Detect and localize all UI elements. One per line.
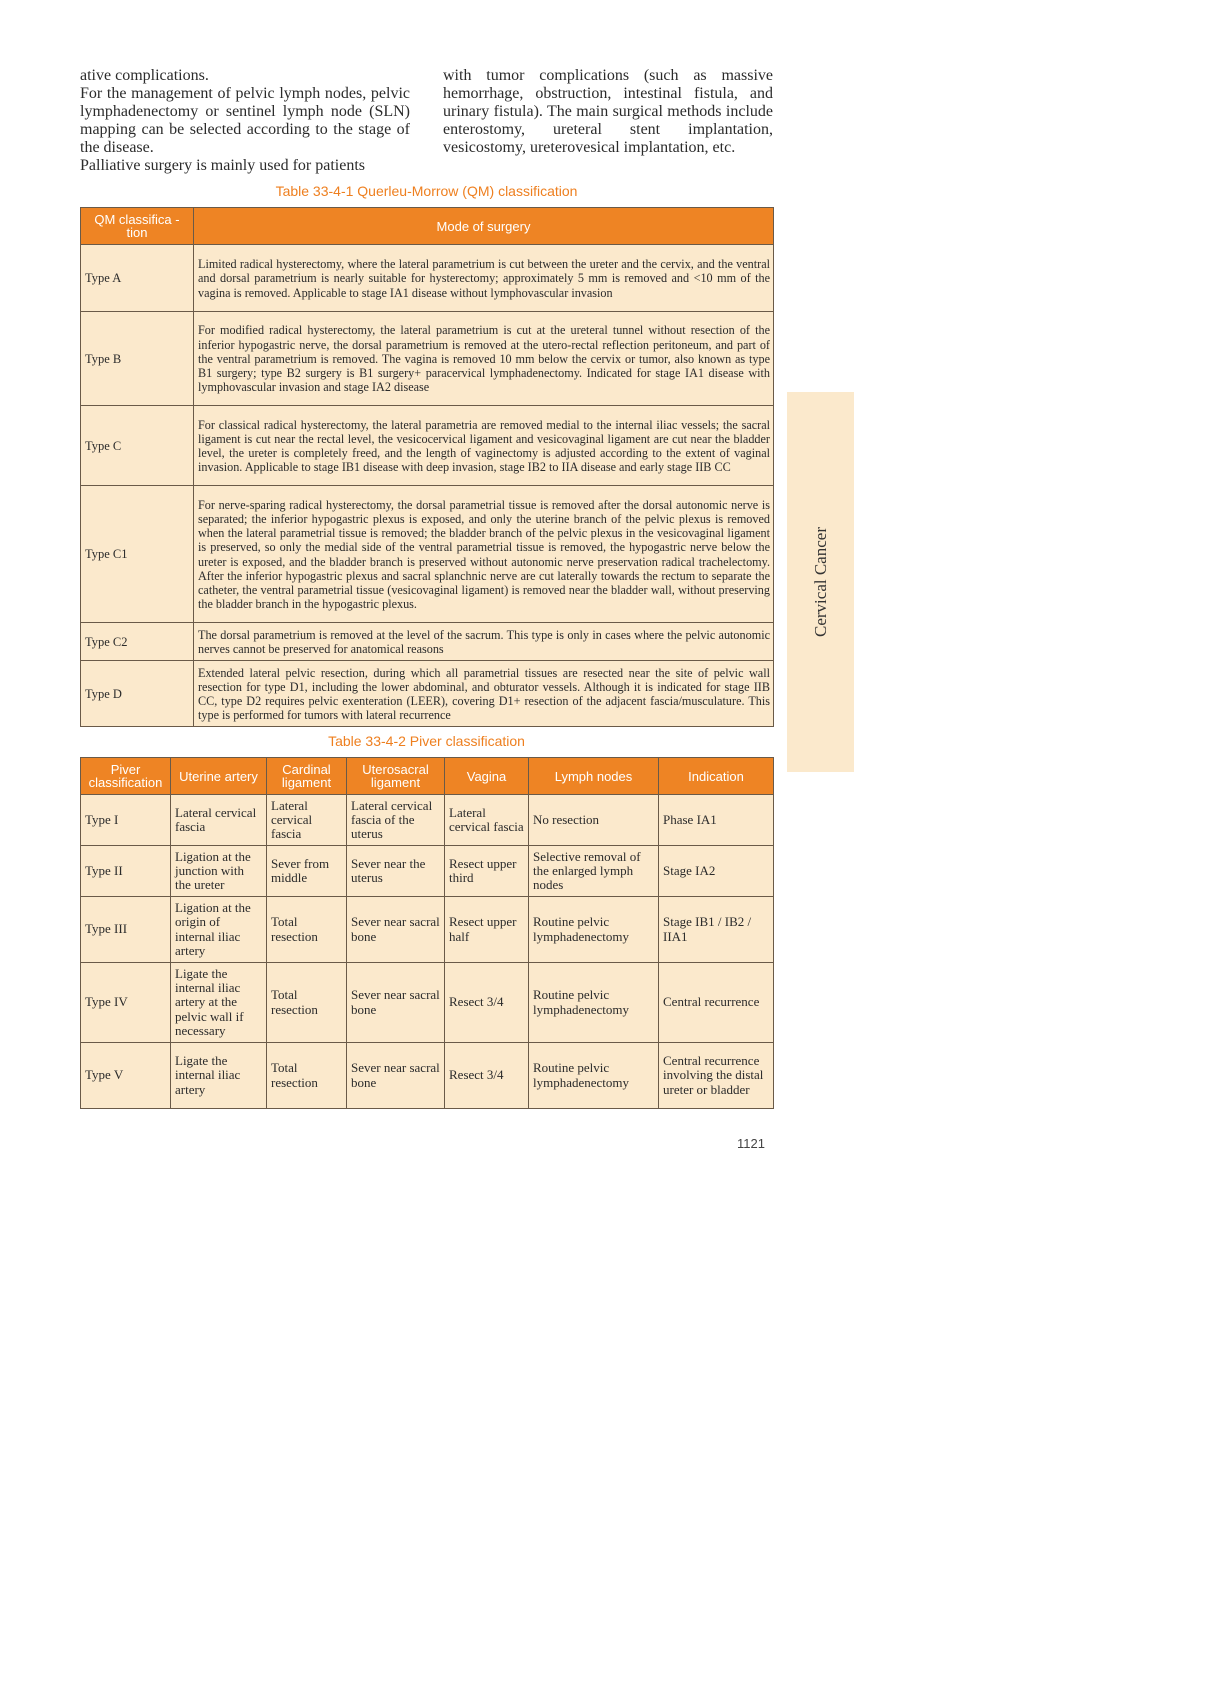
table-row bbox=[81, 897, 774, 963]
table-row bbox=[81, 623, 774, 661]
column-header: Indication bbox=[659, 758, 774, 795]
table-row bbox=[81, 795, 774, 846]
column-header: QM classifica - tion bbox=[81, 208, 194, 245]
table-cell: Selective removal of the enlarged lymph nodes bbox=[529, 846, 659, 897]
type-cell: Type C1 bbox=[81, 486, 194, 623]
column-header: Uterine artery bbox=[171, 758, 267, 795]
table-row bbox=[81, 245, 774, 312]
intro-paragraph: with tumor complications (such as massive hemorrhage, obstruction, intestinal fistula, and urinary fistula). The main surgical methods include enterostomy, ureteral stent implantation, vesicostomy, ureterovesical implantation, etc. bbox=[443, 67, 773, 156]
table-cell: Total resection bbox=[267, 897, 347, 963]
type-cell: Type A bbox=[81, 245, 194, 312]
table-cell: Resect 3/4 bbox=[445, 1043, 529, 1109]
table-cell: Type V bbox=[81, 1043, 171, 1109]
table-cell: Type IV bbox=[81, 963, 171, 1043]
description-cell: For modified radical hysterectomy, the lateral parametrium is cut at the ureteral tunnel without resection of the inferior hypogastric nerve, the dorsal parametrium is removed at the utero-rectal reflection peritoneum, and part of the ventral parametrium is removed. The vagina is removed 10 mm below the cervix or tumor, also known as type B1 surgery; type B2 surgery is B1 surgery+ paracervical lymphadenectomy. Indicated for stage IA1 disease with lymphovascular invasion and stage IA2 disease bbox=[194, 312, 774, 406]
table-row bbox=[81, 1043, 774, 1109]
table-cell: Type III bbox=[81, 897, 171, 963]
table-cell: Lateral cervical fascia bbox=[171, 795, 267, 846]
column-header: Cardinal ligament bbox=[267, 758, 347, 795]
table-cell: Sever near the uterus bbox=[347, 846, 445, 897]
table-row bbox=[81, 312, 774, 406]
table-cell: Routine pelvic lymphadenectomy bbox=[529, 1043, 659, 1109]
table-cell: Ligation at the origin of internal iliac artery bbox=[171, 897, 267, 963]
table-cell: Lateral cervical fascia of the uterus bbox=[347, 795, 445, 846]
table-cell: Sever near sacral bone bbox=[347, 1043, 445, 1109]
description-cell: For nerve-sparing radical hysterectomy, the dorsal parametrial tissue is removed after the dorsal autonomic nerve is separated; the inferior hypogastric plexus is exposed, and only the uterine branch of the pelvic plexus is removed when the lateral parametrial tissue is removed; the bladder branch of the pelvic plexus in the vesicovaginal ligament is preserved, so only the medial side of the ventral parametrial tissue is removed, the hypogastric nerve below the ureter is exposed, and the bladder branch is preserved without autonomic nerve preservation radical trachelectomy. After the inferior hypogastric plexus and sacral splanchnic nerve are cut laterally towards the rectum to separate the catheter, the ventral parametrial tissue (vesicovaginal ligament) is removed near the bladder wall, without preserving the bladder branch in the hypogastric plexus. bbox=[194, 486, 774, 623]
chapter-side-tab bbox=[787, 392, 854, 772]
table-cell: Resect 3/4 bbox=[445, 963, 529, 1043]
table-cell: Sever near sacral bone bbox=[347, 963, 445, 1043]
table-cell: Ligate the internal iliac artery at the pelvic wall if necessary bbox=[171, 963, 267, 1043]
intro-paragraph: For the management of pelvic lymph nodes, pelvic lymphadenectomy or sentinel lymph node (SLN) mapping can be selected according to the stage of the disease. bbox=[80, 85, 410, 156]
table-cell: Sever from middle bbox=[267, 846, 347, 897]
type-cell: Type C2 bbox=[81, 623, 194, 661]
table-cell: Ligate the internal iliac artery bbox=[171, 1043, 267, 1109]
type-cell: Type B bbox=[81, 312, 194, 406]
table-cell: Resect upper half bbox=[445, 897, 529, 963]
table-cell: Type I bbox=[81, 795, 171, 846]
table-cell: Total resection bbox=[267, 1043, 347, 1109]
table-row bbox=[81, 661, 774, 727]
piver-classification-table bbox=[80, 757, 774, 1109]
description-cell: For classical radical hysterectomy, the lateral parametria are removed medial to the internal iliac vessels; the sacral ligament is cut near the rectal level, the vesicocervical ligament and vesicovaginal ligament are cut near the bladder level, the ureter is completely freed, and the length of vaginectomy is adjusted according to the extent of vaginal invasion. Applicable to stage IB1 disease with deep invasion, stage IB2 to IIA disease and early stage IIB CC bbox=[194, 406, 774, 486]
intro-paragraph: Palliative surgery is mainly used for patients bbox=[80, 157, 365, 174]
column-header: Piver classification bbox=[81, 758, 171, 795]
intro-paragraph: ative complications. bbox=[80, 67, 209, 84]
type-cell: Type D bbox=[81, 661, 194, 727]
table2-caption: Table 33-4-2 Piver classification bbox=[328, 733, 525, 749]
description-cell: Extended lateral pelvic resection, during which all parametrial tissues are resected near the site of pelvic wall resection for type D1, including the lower abdominal, and obturator vessels. Although it is indicated for stage IIB CC, type D2 requires pelvic exenteration (LEER), covering D1+ resection of the adjacent fascia/musculature. This type is performed for tumors with lateral recurrence bbox=[194, 661, 774, 727]
table-cell: Total resection bbox=[267, 963, 347, 1043]
table-cell: Routine pelvic lymphadenectomy bbox=[529, 963, 659, 1043]
table-cell: Routine pelvic lymphadenectomy bbox=[529, 897, 659, 963]
intro-right-column bbox=[443, 67, 773, 175]
chapter-title: Cervical Cancer bbox=[810, 527, 830, 637]
table-cell: Phase IA1 bbox=[659, 795, 774, 846]
description-cell: Limited radical hysterectomy, where the lateral parametrium is cut between the ureter and the cervix, and the ventral and dorsal parametrium is nearly suitable for hysterectomy; approximately 5 mm is removed and <10 mm of the vagina is removed. Applicable to stage IA1 disease without lymphovascular invasion bbox=[194, 245, 774, 312]
column-header: Mode of surgery bbox=[194, 208, 774, 245]
description-cell: The dorsal parametrium is removed at the level of the sacrum. This type is only in cases where the pelvic autonomic nerves cannot be preserved for anatomical reasons bbox=[194, 623, 774, 661]
table-cell: Central recurrence bbox=[659, 963, 774, 1043]
table-row bbox=[81, 486, 774, 623]
qm-classification-table bbox=[80, 207, 774, 727]
intro-left-column bbox=[80, 67, 410, 175]
column-header: Uterosacral ligament bbox=[347, 758, 445, 795]
table-header-row bbox=[81, 208, 774, 245]
column-header: Vagina bbox=[445, 758, 529, 795]
table-cell: No resection bbox=[529, 795, 659, 846]
column-header: Lymph nodes bbox=[529, 758, 659, 795]
table-cell: Stage IA2 bbox=[659, 846, 774, 897]
table-cell: Central recurrence involving the distal ureter or bladder bbox=[659, 1043, 774, 1109]
table-cell: Ligation at the junction with the ureter bbox=[171, 846, 267, 897]
table-row bbox=[81, 963, 774, 1043]
table-cell: Stage IB1 / IB2 / IIA1 bbox=[659, 897, 774, 963]
table-cell: Lateral cervical fascia bbox=[267, 795, 347, 846]
type-cell: Type C bbox=[81, 406, 194, 486]
intro-text bbox=[80, 67, 773, 175]
table-cell: Sever near sacral bone bbox=[347, 897, 445, 963]
table-row bbox=[81, 406, 774, 486]
table-cell: Lateral cervical fascia bbox=[445, 795, 529, 846]
table-header-row bbox=[81, 758, 774, 795]
page-number: 1121 bbox=[737, 1136, 765, 1151]
table-row bbox=[81, 846, 774, 897]
table-cell: Type II bbox=[81, 846, 171, 897]
table-cell: Resect upper third bbox=[445, 846, 529, 897]
table1-caption: Table 33-4-1 Querleu-Morrow (QM) classification bbox=[275, 183, 578, 199]
